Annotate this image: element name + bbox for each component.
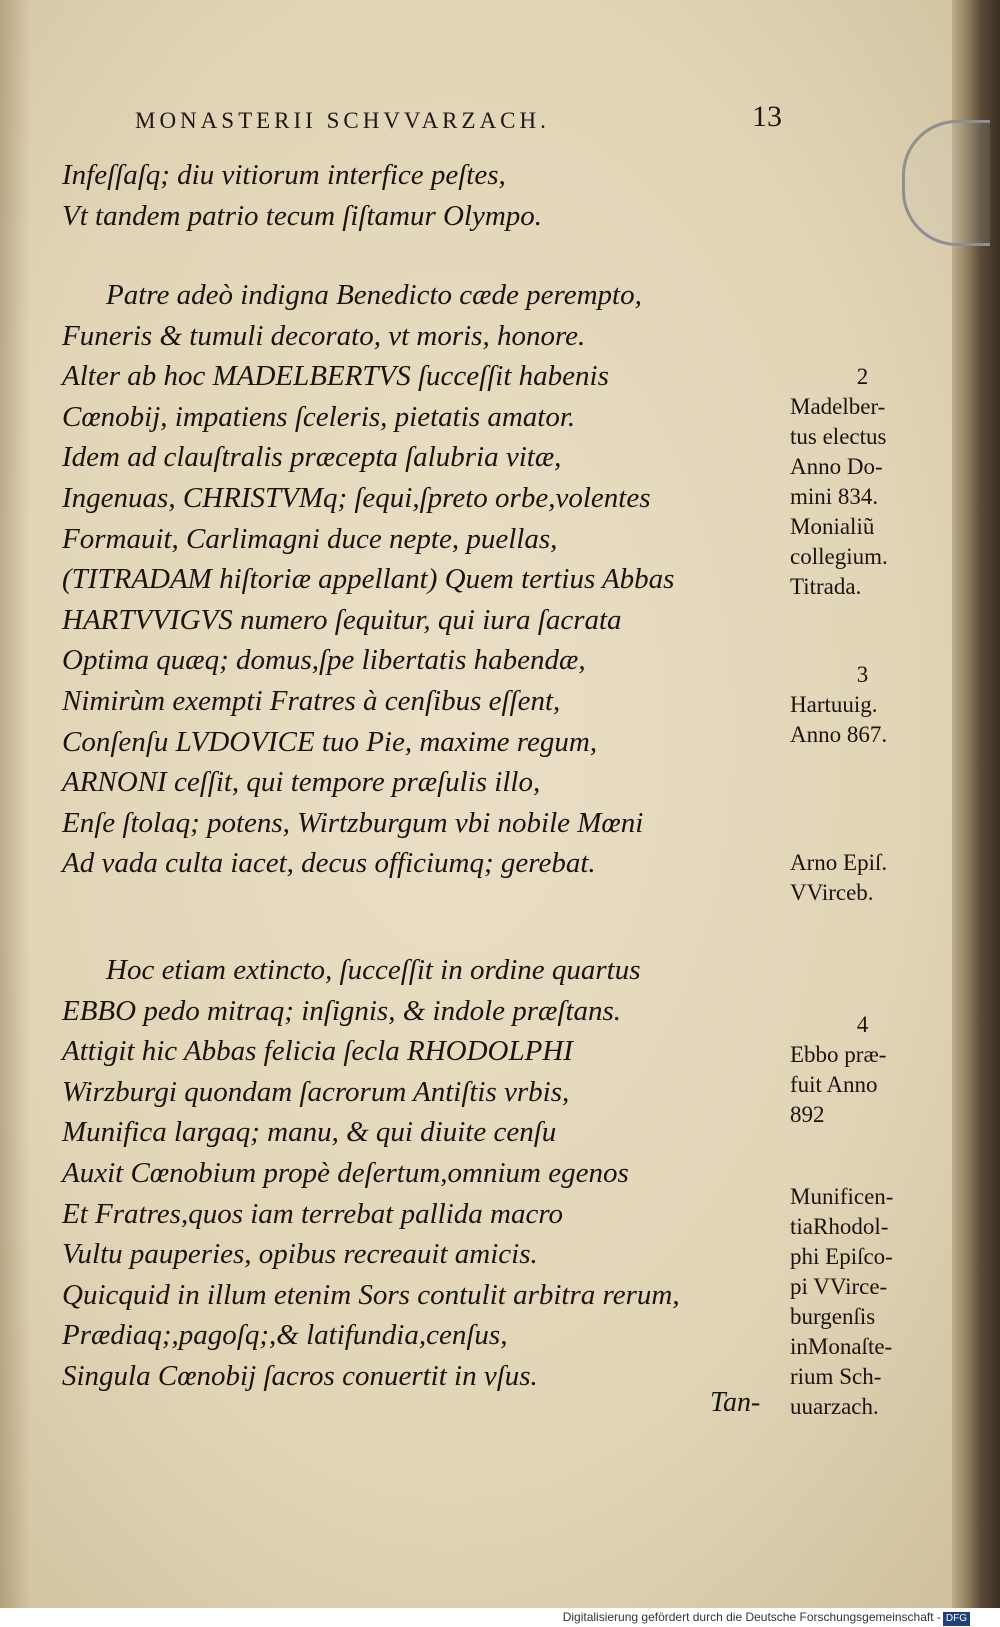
verse-line: Alter ab hoc MADELBERTVS ſucceſſit habenis [62,360,609,393]
note-number: 3 [856,662,869,687]
verse-line: Idem ad clauſtralis præcepta ſalubria vitæ, [62,441,562,474]
note-line: fuit Anno [790,1072,878,1097]
note-line: pi VVirce- [790,1274,888,1299]
page-clip [902,120,990,246]
verse-line: (TITRADAM hiſtoriæ appellant) Quem tertius Abbas [62,563,675,596]
verse-line: HARTVVIGVS numero ſequitur, qui iura ſacrata [62,603,622,636]
spine-shadow [0,0,30,1627]
verse-line: EBBO pedo mitraq; inſignis, & indole præſtans. [62,994,622,1027]
note-line: mini 834. [790,484,879,509]
verse-line: Quicquid in illum etenim Sors contulit arbitra rerum, [62,1278,680,1311]
running-title: MONASTERII SCHVVARZACH. [135,108,550,133]
margin-note-ebbo [790,1010,955,1130]
dfg-logo: DFG [943,1612,970,1626]
note-line: uuarzach. [790,1394,879,1419]
verse-line: Enſe ſtolaq; potens, Wirtzburgum vbi nobile Mœni [62,806,644,839]
margin-note-hartuuig [790,660,955,750]
verse-line: Prædiaq;,pagoſq;,& latifundia,cenſus, [62,1319,508,1352]
verse-line: Funeris & tumuli decorato, vt moris, honore. [62,319,586,352]
note-line: rium Sch- [790,1364,882,1389]
note-line: Arno Epiſ. [790,850,888,875]
note-line: Ebbo præ- [790,1042,887,1067]
verse-line: Optima quæq; domus,ſpe libertatis habendæ, [62,644,586,677]
digitization-footer [0,1608,1000,1627]
catchword: Tan- [710,1387,761,1418]
verse-line: Formauit, Carlimagni duce nepte, puellas, [62,522,558,555]
note-line: Anno Do- [790,454,883,479]
note-line: tiaRhodol- [790,1214,889,1239]
verse-line: Singula Cœnobij ſacros conuertit in vſus. [62,1359,538,1392]
verse-line: Vt tandem patrio tecum ſiſtamur Olympo. [62,199,543,232]
note-line: VVirceb. [790,880,874,905]
note-line: Titrada. [790,574,862,599]
note-number: 2 [856,364,869,389]
verse-line: ARNONI ceſſit, qui tempore præſulis illo, [62,766,541,799]
margin-note-arno [790,848,955,908]
verse-line: Nimirùm exempti Fratres à cenſibus eſſent, [62,684,561,717]
verse-block-1 [62,155,752,236]
note-line: Anno 867. [790,722,888,747]
note-number: 4 [856,1012,869,1037]
note-line: phi Epiſco- [790,1244,893,1269]
note-line: tus electus [790,424,887,449]
note-line: collegium. [790,544,888,569]
verse-line: Ingenuas, CHRISTVMq; ſequi,ſpreto orbe,volentes [62,481,651,514]
verse-line: Munifica largaq; manu, & qui diuite cenſu [62,1116,557,1149]
verse-line: Patre adeò indigna Benedicto cæde perempto, [106,279,642,311]
note-line: 892 [790,1102,825,1127]
verse-line: Ad vada culta iacet, decus officiumq; gerebat. [62,847,596,880]
note-line: Monialiũ [790,514,875,539]
verse-line: Auxit Cœnobium propè deſertum,omnium egenos [62,1156,629,1189]
verse-block-3 [62,950,752,1397]
note-line: burgenſis [790,1304,876,1329]
verse-line: Conſenſu LVDOVICE tuo Pie, maxime regum, [62,725,598,758]
verse-block-2 [62,275,752,884]
verse-line: Et Fratres,quos iam terrebat pallida macro [62,1197,564,1230]
note-line: Madelber- [790,394,886,419]
verse-line: Vultu pauperies, opibus recreauit amicis. [62,1238,538,1271]
note-line: Hartuuig. [790,692,878,717]
verse-line: Attigit hic Abbas felicia ſecla RHODOLPHI [62,1035,573,1068]
note-line: inMonaſte- [790,1334,893,1359]
note-line: Munificen- [790,1184,894,1209]
verse-line: Hoc etiam extincto, ſucceſſit in ordine quartus [106,954,641,986]
page-number: 13 [752,100,782,133]
verse-line: Infeſſaſq; diu vitiorum interfice peſtes, [62,159,506,191]
margin-note-munificentia [790,1182,955,1422]
verse-line: Wirzburgi quondam ſacrorum Antiſtis vrbis, [62,1075,570,1108]
footer-text: Digitalisierung gefördert durch die Deutsche Forschungsgemeinschaft - [562,1610,941,1624]
margin-note-madelbertus [790,362,955,602]
verse-line: Cœnobij, impatiens ſceleris, pietatis amator. [62,400,576,433]
